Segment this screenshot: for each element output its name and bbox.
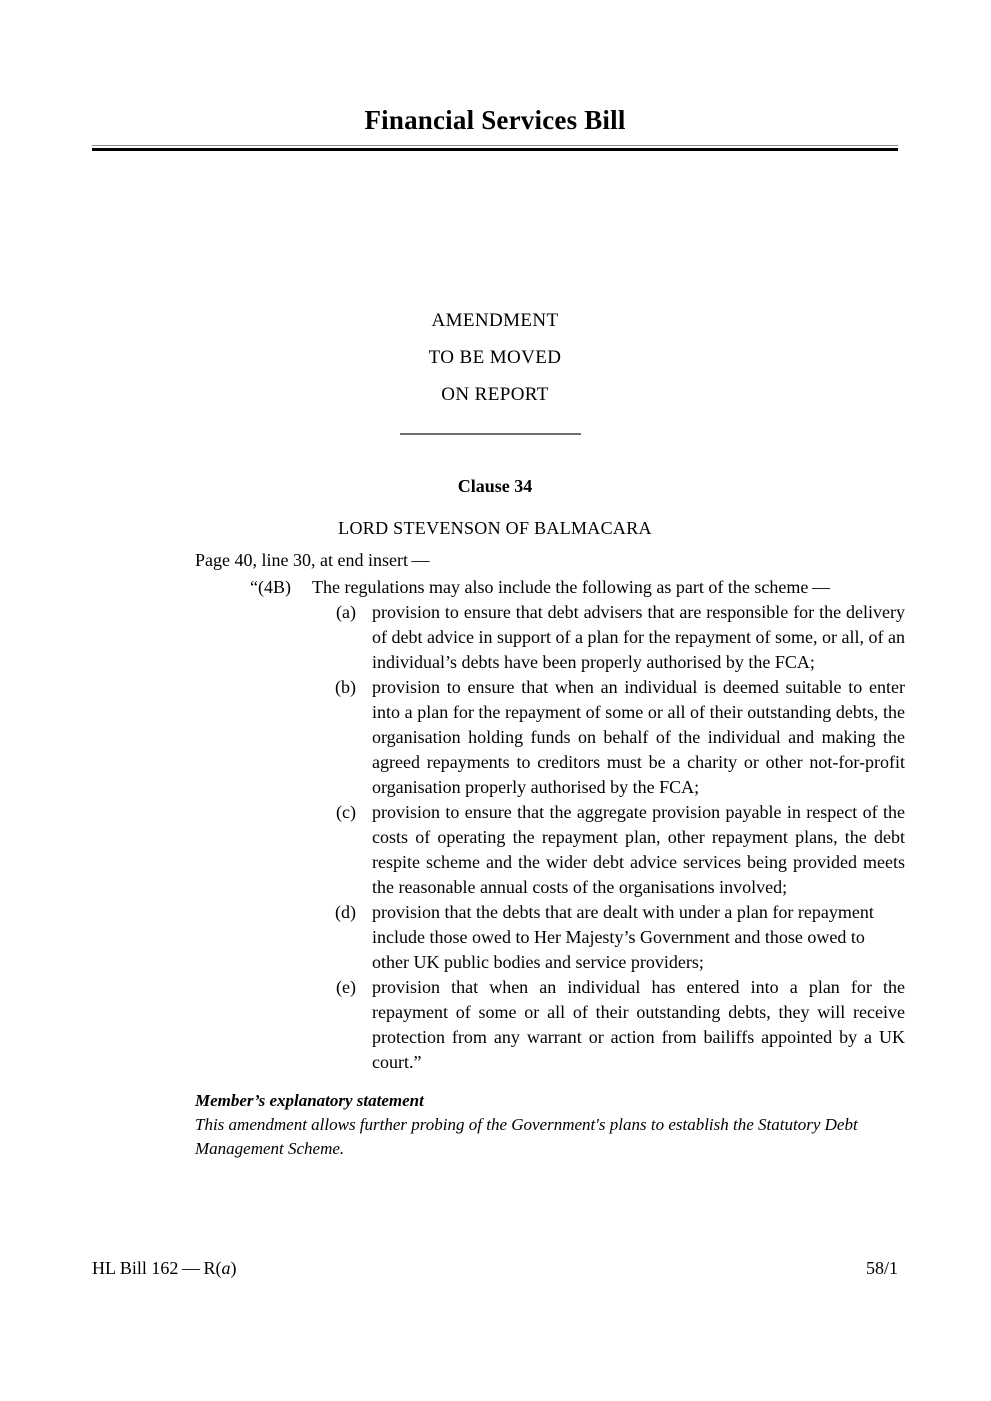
page-footer	[92, 1258, 898, 1279]
list-item-text: provision to ensure that the aggregate provision payable in respect of the costs of operating the repayment plan, other repayment plans, the debt respite scheme and the wider debt advice services being provided meets the reasonable annual costs of the organisations involved;	[372, 802, 905, 897]
section-divider	[400, 433, 581, 435]
amendment-instruction: Page 40, line 30, at end insert —	[195, 550, 430, 570]
header-divider	[92, 145, 898, 151]
list-item	[330, 975, 905, 1075]
amendment-body	[195, 547, 905, 1075]
header-rule-thick	[92, 148, 898, 151]
bill-reference-suffix: )	[230, 1258, 237, 1278]
list-item	[330, 900, 905, 975]
clause-heading: Clause 34	[457, 476, 533, 496]
amendment-heading-line-1: AMENDMENT	[431, 310, 559, 331]
list-item-label: (d)	[335, 902, 356, 922]
list-item-label: (e)	[336, 977, 356, 997]
amendment-heading-line-2: TO BE MOVED	[428, 347, 562, 368]
explanatory-statement-text: This amendment allows further probing of the Government's plans to establish the Statutory Debt Management Scheme.	[195, 1115, 858, 1158]
list-item	[330, 800, 905, 900]
subsection-label: “(4B)	[250, 577, 291, 597]
amendment-heading-line-3: ON REPORT	[441, 384, 549, 405]
bill-reference	[92, 1258, 237, 1279]
list-item-text: provision to ensure that when an individual is deemed suitable to enter into a plan for the repayment of some or all of their outstanding debts, the organisation holding funds on behalf of the individual and making the agreed repayments to creditors must be a charity or other not-for-profit organisation properly authorised by the FCA;	[372, 677, 905, 797]
list-item-label: (a)	[336, 602, 356, 622]
list-item-text: provision that the debts that are dealt with under a plan for repayment include those owed to Her Majesty’s Government and those owed to other UK public bodies and service providers;	[372, 902, 874, 972]
explanatory-statement	[195, 1089, 895, 1161]
page-title: Financial Services Bill	[364, 105, 626, 135]
list-item-text: provision to ensure that debt advisers that are responsible for the delivery of debt advice in support of a plan for the repayment of some, or all, of an individual’s debts have been properly authorised by the FCA;	[372, 602, 905, 672]
list-item-label: (c)	[336, 802, 356, 822]
member-name: LORD STEVENSON OF BALMACARA	[338, 518, 652, 538]
bill-reference-prefix: HL Bill 162 — R(	[92, 1258, 222, 1278]
list-item	[330, 675, 905, 800]
amendment-heading-block	[95, 302, 895, 413]
list-item	[330, 600, 905, 675]
lettered-list	[330, 600, 905, 1075]
bill-reference-italic: a	[221, 1258, 231, 1278]
page-number: 58/1	[865, 1258, 898, 1278]
list-item-text: provision that when an individual has entered into a plan for the repayment of some or all of their outstanding debts, they will receive protection from any warrant or action from bailiffs appointed by a UK court.”	[372, 977, 905, 1072]
list-item-label: (b)	[335, 677, 356, 697]
explanatory-statement-heading: Member’s explanatory statement	[195, 1091, 424, 1110]
subsection-text: The regulations may also include the following as part of the scheme —	[312, 577, 830, 597]
subsection-4b	[250, 575, 905, 600]
